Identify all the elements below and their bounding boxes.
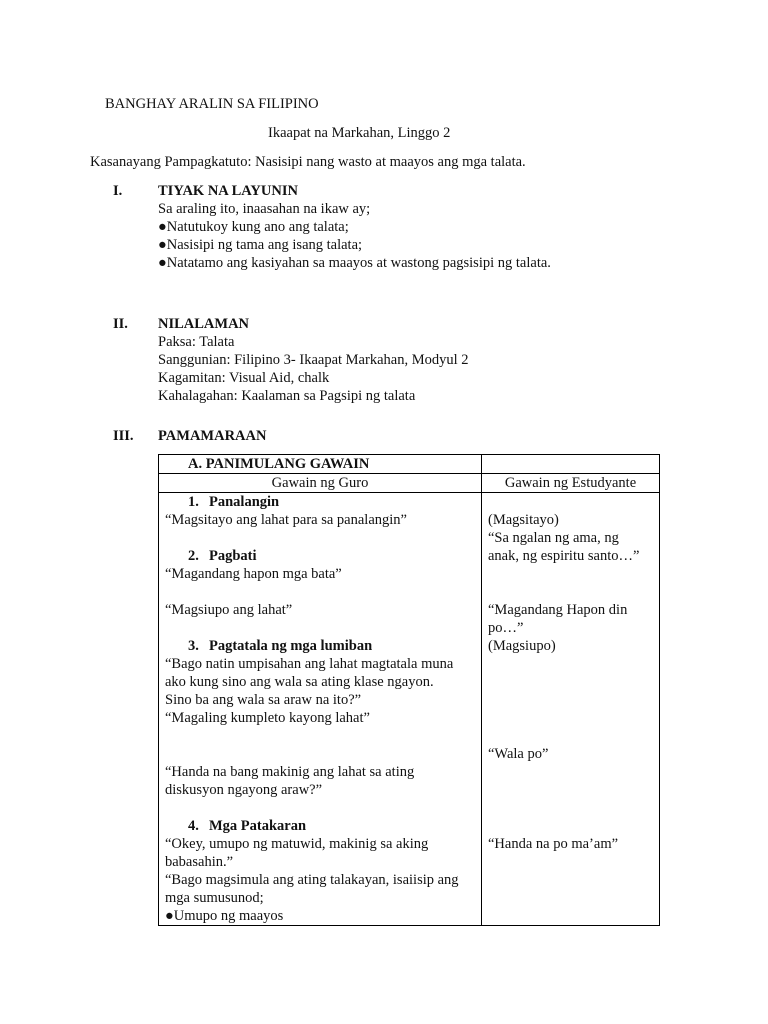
content-line: Paksa: Talata [158,334,235,350]
section-1-numeral: I. [113,183,123,199]
table-empty-cell [482,455,660,474]
section-1-heading: TIYAK NA LAYUNIN [158,183,298,199]
teacher-line: Sino ba ang wala sa araw na ito?” [165,692,362,708]
student-line: “Handa na po ma’am” [488,836,619,852]
student-line: anak, ng espiritu santo…” [488,548,640,564]
content-line: Sanggunian: Filipino 3- Ikaapat Markahan, Modyul 2 [158,352,469,368]
section-3-numeral: III. [113,428,134,444]
section-2-heading: NILALAMAN [158,316,250,332]
section-2-numeral: II. [113,316,128,332]
table-section-header: A. PANIMULANG GAWAIN [159,455,482,474]
teacher-line: “Magandang hapon mga bata” [165,566,342,582]
teacher-line: babasahin.” [165,854,234,870]
col-header-teacher: Gawain ng Guro [159,474,482,493]
objective-item: ●Natatamo ang kasiyahan sa maayos at wastong pagsisipi ng talata. [158,255,551,271]
teacher-line: “Magsiupo ang lahat” [165,602,293,618]
step-title: Mga Patakaran [209,818,307,834]
teacher-line: ●Umupo ng maayos [165,908,284,924]
lesson-table [158,454,660,926]
step-title: Panalangin [209,494,280,510]
student-line: (Magsitayo) [488,512,559,528]
teacher-line: ako kung sino ang wala sa ating klase ngayon. [165,674,434,690]
step-title: Pagbati [209,548,257,564]
teacher-line: “Bago magsimula ang ating talakayan, isaiisip ang [165,872,459,888]
teacher-line: “Magsitayo ang lahat para sa panalangin” [165,512,407,528]
student-line: “Sa ngalan ng ama, ng [488,530,619,546]
step-number: 2. [188,548,199,564]
student-line: “Wala po” [488,746,549,762]
student-line: (Magsiupo) [488,638,556,654]
competency-line: Kasanayang Pampagkatuto: Nasisipi nang wasto at maayos ang mga talata. [90,154,526,170]
step-number: 1. [188,494,199,510]
student-line: po…” [488,620,524,636]
step-number: 3. [188,638,199,654]
teacher-line: diskusyon ngayong araw?” [165,782,323,798]
content-line: Kagamitan: Visual Aid, chalk [158,370,330,386]
col-header-student: Gawain ng Estudyante [482,474,660,493]
teacher-line: “Magaling kumpleto kayong lahat” [165,710,370,726]
section-3-heading: PAMAMARAAN [158,428,267,444]
student-line: “Magandang Hapon din [488,602,628,618]
step-title: Pagtatala ng mga lumiban [209,638,373,654]
section-2 [158,315,469,405]
document-title: BANGHAY ARALIN SA FILIPINO [105,96,319,112]
teacher-line: “Bago natin umpisahan ang lahat magtatala muna [165,656,454,672]
section-1 [158,182,551,272]
section-1-intro: Sa araling ito, inaasahan na ikaw ay; [158,201,371,217]
teacher-column [159,493,482,926]
student-column [482,493,660,926]
quarter-line: Ikaapat na Markahan, Linggo 2 [268,125,451,141]
objective-item: ●Natutukoy kung ano ang talata; [158,219,349,235]
content-line: Kahalagahan: Kaalaman sa Pagsipi ng talata [158,388,416,404]
step-number: 4. [188,818,199,834]
teacher-line: “Handa na bang makinig ang lahat sa ating [165,764,415,780]
objective-item: ●Nasisipi ng tama ang isang talata; [158,237,363,253]
teacher-line: mga sumusunod; [165,890,264,906]
teacher-line: “Okey, umupo ng matuwid, makinig sa aking [165,836,429,852]
